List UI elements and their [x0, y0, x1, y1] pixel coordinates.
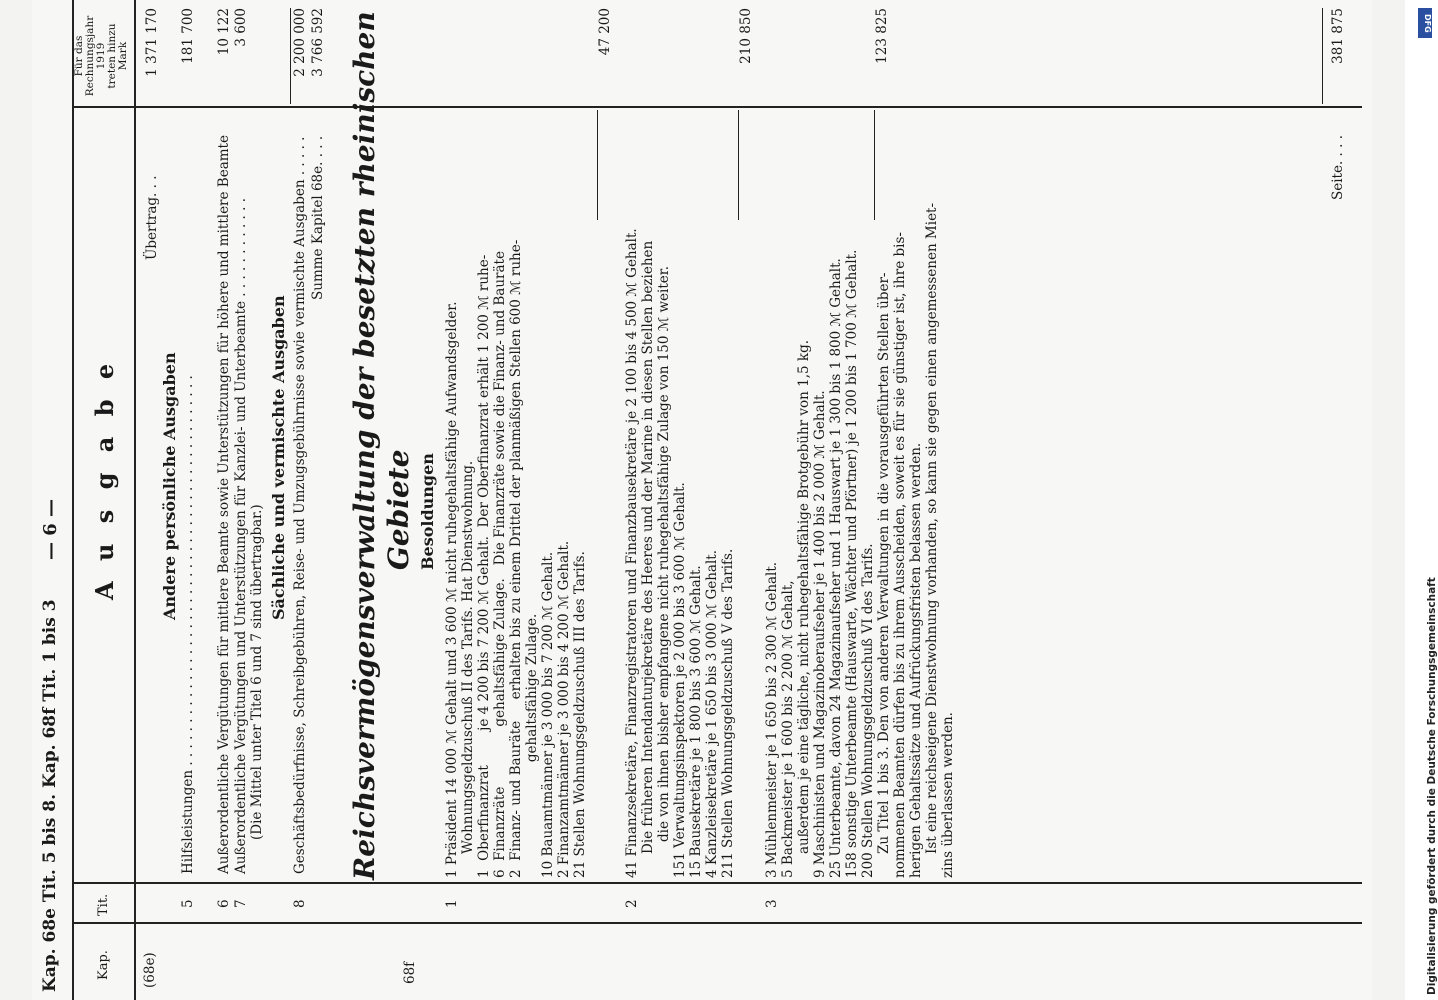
kap-68e: (68e)	[142, 952, 158, 988]
top-rule	[72, 0, 74, 1000]
tit3-line: 25 Unterbeamte, davon 24 Magazinaufseher und 1 Hauswart je 1 300 bis 1 800 ℳ Gehalt.	[828, 258, 844, 878]
tit-number: 5	[180, 899, 196, 908]
footer-rule	[1322, 8, 1323, 104]
tit-number: 2	[624, 899, 640, 908]
kap-column-rule	[72, 922, 1362, 924]
uebertrag-amount: 1 371 170	[144, 8, 160, 77]
tit2-block	[624, 228, 736, 878]
uebertrag-label: Übertrag. . .	[144, 175, 160, 260]
dfg-logo: DFG	[1418, 8, 1432, 38]
line-note: (Die Mittel unter Titel 6 und 7 sind übertragbar.)	[249, 504, 265, 840]
page-number: — 6 —	[40, 498, 61, 560]
tit3-line: 3 Mühlenmeister je 1 650 bis 2 300 ℳ Gehalt.	[764, 561, 780, 878]
subheading-besoldungen: Besoldungen	[418, 453, 437, 570]
tit3-line: 158 sonstige Unterbeamte (Hauswarte, Wächter und Pförtner) je 1 200 bis 1 700 ℳ Gehalt.	[844, 249, 860, 878]
tit2-line: Die früheren Intendanturjekretäre des Heeres und der Marine in diesen Stellen beziehen	[640, 240, 656, 854]
line-item: Außerordentliche Vergütungen und Unterstützungen für Kanzlei- und Unterbeamte . . . . . . . . . . . .	[233, 198, 249, 874]
section-heading: Sächliche und vermischte Ausgaben	[269, 295, 288, 620]
tit1-amount: 47 200	[597, 8, 613, 56]
tit-number: 3	[764, 899, 780, 908]
tit2-line: 41 Finanzsekretäre, Finanzregistratoren und Finanzbausekretäre je 2 100 bis 4 500 ℳ Gehalt.	[624, 228, 640, 878]
tit2-amount: 210 850	[738, 8, 754, 64]
tit3-line: 5 Backmeister je 1 600 bis 2 200 ℳ Gehalt,	[780, 580, 796, 878]
running-head: Kap. 68e Tit. 5 bis 8. Kap. 68f Tit. 1 bis 3	[40, 599, 60, 992]
line-item: Geschäftsbedürfnisse, Schreibgebühren, Reise- und Umzugsgebührnisse sowie vermischte Ausgaben . . . . .	[292, 136, 308, 874]
amount-column-rule	[72, 106, 1362, 108]
amount-header-line: treten hinzu	[106, 23, 119, 89]
tit-number: 7	[233, 899, 249, 908]
line-amount: 10 122	[216, 8, 232, 56]
tit1-line: 2 Finanz- und Bauräte erhalten bis zu einem Drittel der planmäßigen Stellen 600 ℳ ruhe-	[508, 239, 524, 878]
tit3-block	[764, 203, 956, 878]
ausgabe-header: A u s g a b e	[90, 357, 119, 600]
line-amount: 3 600	[233, 8, 249, 47]
amount-header-line: Rechnungsjahr	[84, 15, 97, 97]
summe-label: Summe Kapitel 68e. . . .	[310, 135, 326, 300]
tit-column-rule	[72, 882, 1362, 884]
tit1-line: 21 Stellen Wohnungsgeldzuschuß III des Tarifs.	[572, 551, 588, 878]
tit1-line: gehaltsfähige Zulage.	[524, 613, 540, 878]
subtotal-rule	[874, 110, 875, 220]
line-amount: 181 700	[180, 8, 196, 64]
sum-rule	[290, 8, 291, 104]
section-heading: Andere persönliche Ausgaben	[160, 352, 179, 620]
amount-header-line: 1919	[95, 42, 108, 70]
tit1-block	[444, 240, 588, 878]
tit2-line: 15 Bausekretäre je 1 800 bis 3 600 ℳ Gehalt.	[688, 565, 704, 878]
tit1-line: Wohnungsgeldzuschuß II des Tarifs. Hat Dienstwohnung.	[460, 460, 476, 854]
tit1-line: 10 Bauamtmänner je 3 000 bis 7 200 ℳ Gehalt.	[540, 551, 556, 878]
chapter-title: Reichsvermögensverwaltung der besetzten rheinischen	[348, 11, 381, 880]
tit3-line: 200 Stellen Wohnungsgeldzuschuß VI des Tarifs.	[860, 543, 876, 878]
rotated-document-page	[32, 0, 1372, 1000]
tit1-line: 6 Finanzräte gehaltsfähige Zulage. Die Finanzräte sowie die Finanz- und Bauräte	[492, 251, 508, 878]
amount-header-line: Mark	[117, 41, 130, 71]
tit2-line: 211 Stellen Wohnungsgeldzuschuß V des Tarifs.	[720, 548, 736, 878]
kap-68f: 68f	[402, 961, 418, 984]
tit1-line: 2 Finanzamtmänner je 3 000 bis 4 200 ℳ Gehalt.	[556, 540, 572, 878]
line-amount: 2 200 000	[292, 8, 308, 77]
tit1-line: 1 Oberfinanzrat je 4 200 bis 7 200 ℳ Gehalt. Der Oberfinanzrat erhält 1 200 ℳ ruhe-	[476, 254, 492, 878]
tit3-line: nommenen Beamten dürfen bis zu ihrem Ausscheiden, soweit es für sie günstiger ist, ihre bis-	[892, 232, 908, 878]
tit3-line: herigen Gehaltssätze und Aufrückungsfristen belassen werden.	[908, 442, 924, 878]
tit-number: 6	[216, 899, 232, 908]
summe-amount: 3 766 592	[310, 8, 326, 77]
tit2-line: die von ihnen bisher empfangene nicht ruhegehaltsfähige Zulage von 150 ℳ weiter.	[656, 265, 672, 842]
subtotal-rule	[738, 110, 739, 220]
amount-header-line: Für das	[73, 35, 85, 77]
tit3-amount: 123 825	[874, 8, 890, 64]
tit3-line: 9 Maschinisten und Magazinoberaufseher je 1 400 bis 2 000 ℳ Gehalt.	[812, 390, 828, 878]
tit-number: 1	[444, 899, 460, 908]
digitization-notice: Digitalisierung gefördert durch die Deutsche Forschungsgemeinschaft	[1426, 577, 1438, 995]
subtotal-rule	[597, 110, 598, 220]
seite-amount: 381 875	[1330, 8, 1346, 64]
amount-header	[74, 8, 129, 104]
seite-label: Seite. . . .	[1330, 134, 1346, 200]
tit-header: Tit.	[96, 893, 111, 916]
tit2-line: 151 Verwaltungsinspektoren je 2 000 bis 3 600 ℳ Gehalt.	[672, 482, 688, 878]
line-item: Hilfsleistungen . . . . . . . . . . . . . . . . . . . . . . . . . . . . . . . . . . . . . . . . . . . . . .	[180, 375, 196, 874]
tit-number: 8	[292, 899, 308, 908]
chapter-title-cont: Gebiete	[382, 449, 415, 570]
tit2-line: 4 Kanzleisekretäre je 1 650 bis 3 000 ℳ Gehalt.	[704, 550, 720, 878]
header-rule	[134, 0, 136, 1000]
tit3-line: Ist eine reichseigene Dienstwohnung vorhanden, so kann sie gegen einen angemessenen Miet-	[924, 202, 940, 854]
line-item: Außerordentliche Vergütungen für mittlere Beamte sowie Unterstützungen für höhere und mittlere Beamte	[216, 135, 232, 874]
tit3-line: außerdem je eine tägliche, nicht ruhegehaltsfähige Brotgebühr von 1,5 kg.	[796, 339, 812, 854]
kap-header: Kap.	[96, 950, 111, 980]
tit3-line: Zu Titel 1 bis 3. Den von anderen Verwaltungen in die vorausgeführten Stellen über-	[876, 272, 892, 854]
tit3-line: zins überlassen werden.	[940, 712, 956, 878]
tit1-line: 1 Präsident 14 000 ℳ Gehalt und 3 600 ℳ nicht ruhegehaltsfähige Aufwandsgelder.	[444, 301, 460, 878]
